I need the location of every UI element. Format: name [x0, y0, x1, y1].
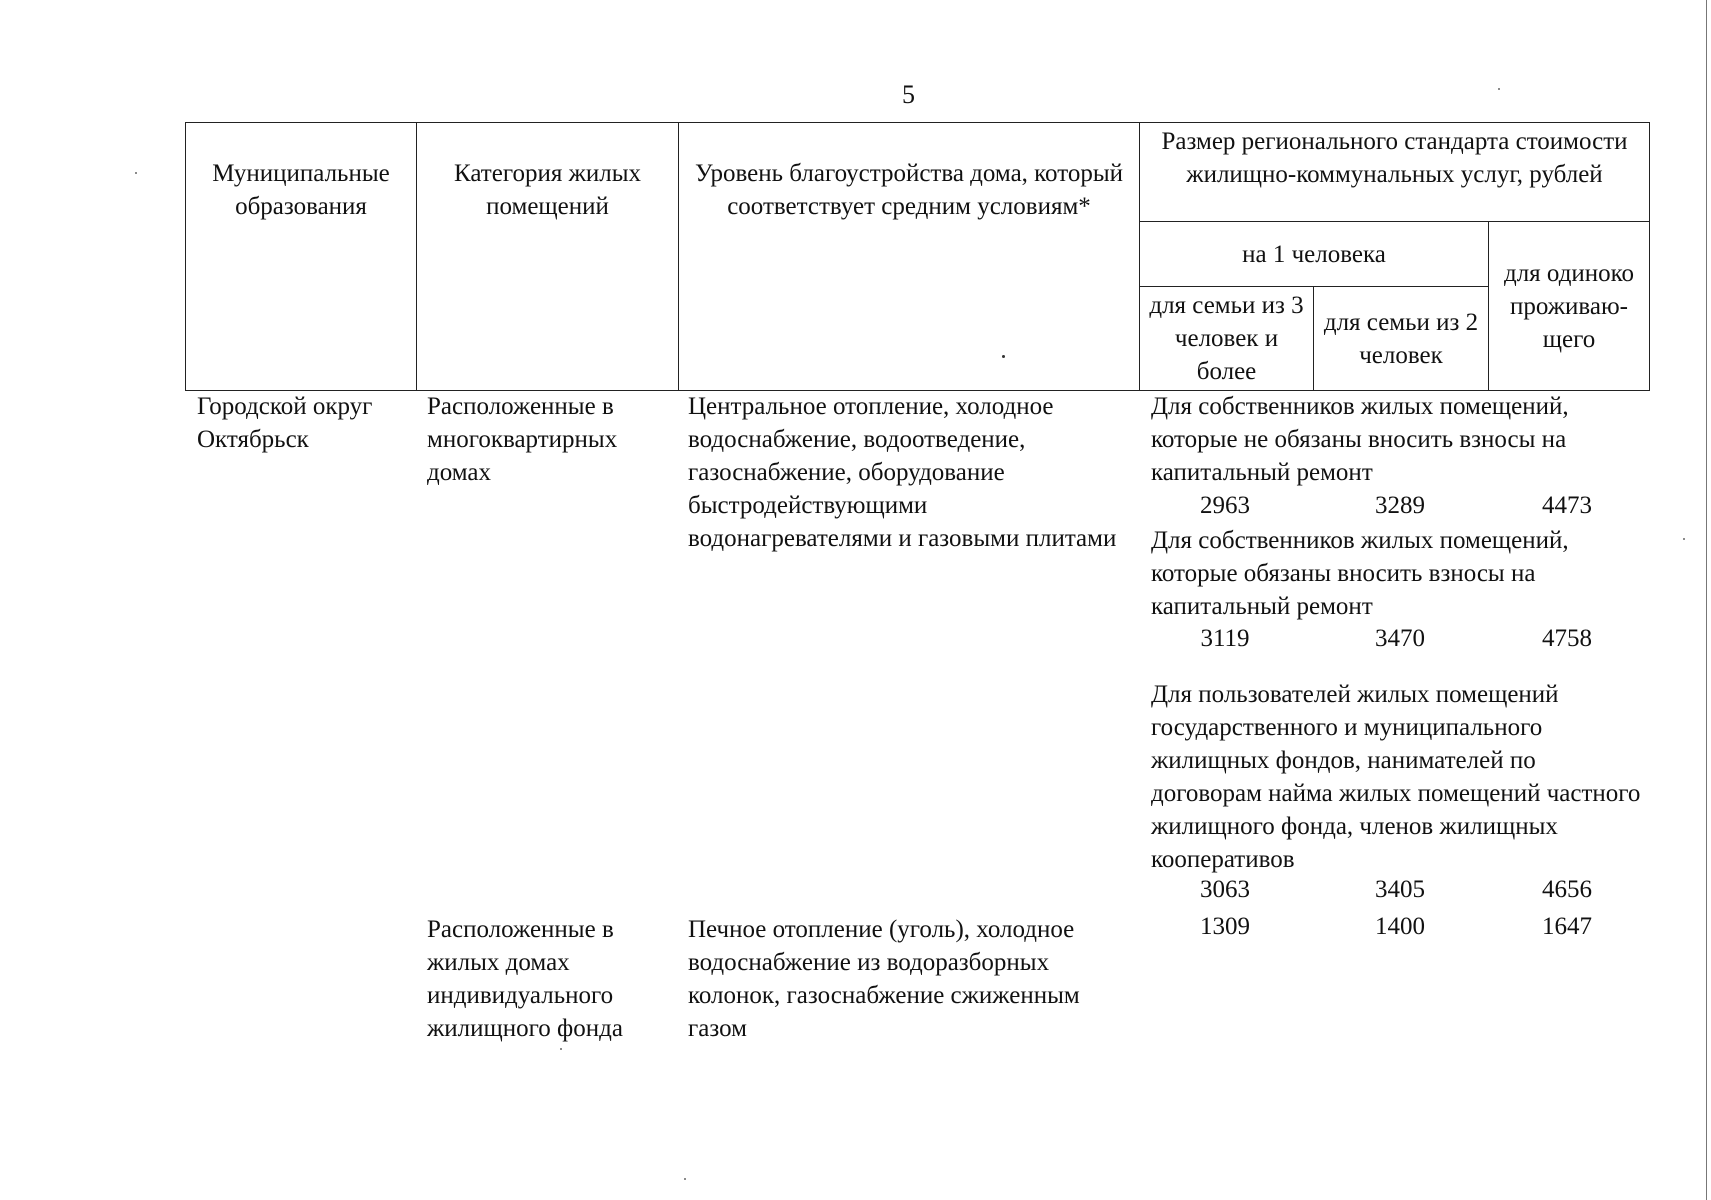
category-apartment: Расположенные в многоквартирных домах [427, 393, 618, 486]
level-apartment: Центральное отопление, холодное водоснабжение, водоотведение, газоснабжение, оборудование быстродействующими водонагревателями и газовыми плитами [688, 393, 1117, 552]
header-municipal: Муниципальные образования [186, 123, 417, 391]
page-number: 5 [902, 80, 915, 109]
value-family-3: 3119 [1200, 625, 1250, 652]
value-family-2: 3470 [1375, 625, 1425, 652]
value-family-2: 3405 [1375, 876, 1425, 903]
scan-speck [1498, 88, 1500, 90]
scan-speck [1002, 355, 1005, 358]
value-single: 4758 [1542, 625, 1592, 652]
header-standard: Размер регионального стандарта стоимости жилищно-коммунальных услуг, рублей [1140, 123, 1650, 222]
header-single: для одиноко проживаю-щего [1489, 222, 1650, 391]
scan-edge-line [1706, 0, 1707, 1200]
header-family-3: для семьи из 3 человек и более [1140, 287, 1314, 391]
header-level: Уровень благоустройства дома, который соответствует средним условиям* [679, 123, 1140, 391]
header-per-person: на 1 человека [1140, 222, 1489, 287]
scan-speck [560, 1048, 562, 1050]
value-single: 1647 [1542, 913, 1592, 940]
value-single: 4473 [1542, 492, 1592, 519]
value-family-3: 2963 [1200, 492, 1250, 519]
group-label-no-capital: Для собственников жилых помещений, которые не обязаны вносить взносы на капитальный ремонт [1151, 393, 1569, 486]
value-family-2: 3289 [1375, 492, 1425, 519]
header-category: Категория жилых помещений [417, 123, 679, 391]
value-family-3: 1309 [1200, 913, 1250, 940]
level-individual: Печное отопление (уголь), холодное водоснабжение из водоразборных колонок, газоснабжение сжиженным газом [688, 916, 1080, 1042]
value-single: 4656 [1542, 876, 1592, 903]
group-label-with-capital: Для собственников жилых помещений, которые обязаны вносить взносы на капитальный ремонт [1151, 527, 1569, 620]
value-family-3: 3063 [1200, 876, 1250, 903]
scan-speck [684, 1178, 686, 1180]
header-family-2: для семьи из 2 человек [1314, 287, 1489, 391]
group-label-tenants: Для пользователей жилых помещений государственного и муниципального жилищных фондов, нанимателей по договорам найма жилых помещений частного жилищного фонда, членов жилищных кооперативов [1151, 681, 1641, 873]
municipality-name: Городской округ Октябрьск [197, 393, 373, 453]
category-individual: Расположенные в жилых домах индивидуального жилищного фонда [427, 916, 623, 1042]
scan-speck [1683, 538, 1685, 540]
value-family-2: 1400 [1375, 913, 1425, 940]
table-header [185, 122, 1650, 391]
scan-speck [135, 172, 137, 174]
